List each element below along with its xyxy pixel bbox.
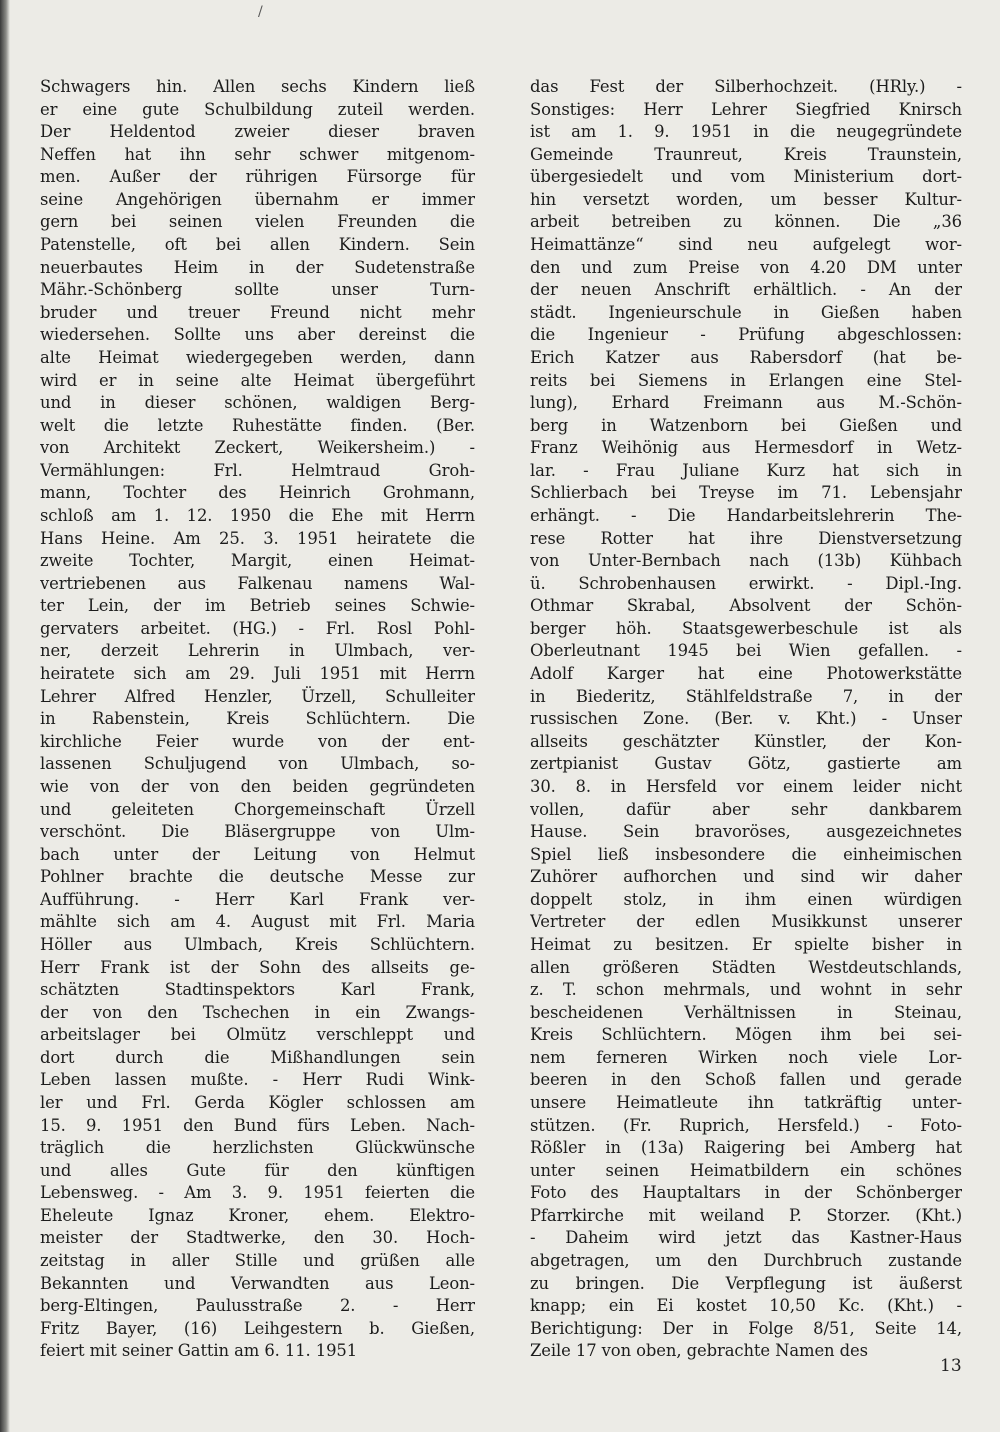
text-line: in Rabenstein, Kreis Schlüchtern. Die	[40, 709, 475, 729]
text-line: kirchliche Feier wurde von der ent-	[40, 731, 475, 751]
text-line: unter seinen Heimatbildern ein schönes	[530, 1160, 962, 1180]
text-line: meister der Stadtwerke, den 30. Hoch-	[40, 1228, 475, 1248]
text-line: Neffen hat ihn sehr schwer mitgenom-	[40, 144, 475, 164]
text-line: Gemeinde Traunreut, Kreis Traunstein,	[530, 144, 962, 164]
text-line: bruder und treuer Freund nicht mehr	[40, 302, 475, 322]
text-line: Sonstiges: Herr Lehrer Siegfried Knirsch	[530, 99, 962, 119]
text-line: mann, Tochter des Heinrich Grohmann,	[40, 483, 475, 503]
text-line: städt. Ingenieurschule in Gießen haben	[530, 302, 962, 322]
text-line: von Architekt Zeckert, Weikersheim.) -	[40, 438, 475, 458]
text-line: schloß am 1. 12. 1950 die Ehe mit Herrn	[40, 505, 475, 525]
text-line: men. Außer der rührigen Fürsorge für	[40, 167, 475, 187]
text-line: Kreis Schlüchtern. Mögen ihm bei sei-	[530, 1025, 962, 1045]
text-line: übergesiedelt und vom Ministerium dort-	[530, 167, 962, 187]
text-line: Hans Heine. Am 25. 3. 1951 heiratete die	[40, 528, 475, 548]
text-line: Heimattänze“ sind neu aufgelegt wor-	[530, 235, 962, 255]
text-line: arbeitslager bei Olmütz verschleppt und	[40, 1025, 475, 1045]
text-line: berg-Eltingen, Paulusstraße 2. - Herr	[40, 1296, 475, 1316]
text-line: nem ferneren Wirken noch viele Lor-	[530, 1047, 962, 1067]
text-line: von Unter-Bernbach nach (13b) Kühbach	[530, 551, 962, 571]
text-line: den und zum Preise von 4.20 DM unter	[530, 257, 962, 277]
text-line: wiedersehen. Sollte uns aber dereinst die	[40, 325, 475, 345]
right-text-column	[530, 76, 962, 1363]
text-line: zu bringen. Die Verpflegung ist äußerst	[530, 1273, 962, 1293]
text-line: Hause. Sein bravoröses, ausgezeichnetes	[530, 822, 962, 842]
text-line: wird er in seine alte Heimat übergeführt	[40, 370, 475, 390]
text-line: Bekannten und Verwandten aus Leon-	[40, 1273, 475, 1293]
text-line: Spiel ließ insbesondere die einheimischen	[530, 844, 962, 864]
text-line: gervaters arbeitet. (HG.) - Frl. Rosl Pohl-	[40, 618, 475, 638]
text-line: Pohlner brachte die deutsche Messe zur	[40, 867, 475, 887]
text-line: russischen Zone. (Ber. v. Kht.) - Unser	[530, 709, 962, 729]
text-line: doppelt stolz, in ihm einen würdigen	[530, 889, 962, 909]
text-line: Franz Weihönig aus Hermesdorf in Wetz-	[530, 438, 962, 458]
text-line: vertriebenen aus Falkenau namens Wal-	[40, 573, 475, 593]
text-line: in Biederitz, Stählfeldstraße 7, in der	[530, 686, 962, 706]
text-line: wie von der von den beiden gegründeten	[40, 776, 475, 796]
text-line: Oberleutnant 1945 bei Wien gefallen. -	[530, 641, 962, 661]
text-line: und in dieser schönen, waldigen Berg-	[40, 393, 475, 413]
text-line: z. T. schon mehrmals, und wohnt in sehr	[530, 980, 962, 1000]
text-line: ter Lein, der im Betrieb seines Schwie-	[40, 596, 475, 616]
text-line: allseits geschätzter Künstler, der Kon-	[530, 731, 962, 751]
text-line: zertpianist Gustav Götz, gastierte am	[530, 754, 962, 774]
text-line: feiert mit seiner Gattin am 6. 11. 1951	[40, 1341, 358, 1361]
text-line: Patenstelle, oft bei allen Kindern. Sein	[40, 235, 475, 255]
text-line: rese Rotter hat ihre Dienstversetzung	[530, 528, 962, 548]
text-line: Leben lassen mußte. - Herr Rudi Wink-	[40, 1070, 475, 1090]
text-line: die Ingenieur - Prüfung abgeschlossen:	[530, 325, 962, 345]
text-line: bescheidenen Verhältnissen in Steinau,	[530, 1002, 962, 1022]
text-line: arbeit betreiben zu können. Die „36	[530, 212, 962, 232]
text-line: Lebensweg. - Am 3. 9. 1951 feierten die	[40, 1183, 475, 1203]
page-number: 13	[940, 1356, 962, 1376]
text-line: zeitstag in aller Stille und grüßen alle	[40, 1251, 475, 1271]
text-line: ist am 1. 9. 1951 in die neugegründete	[530, 122, 962, 142]
text-line: Mähr.-Schönberg sollte unser Turn-	[40, 280, 475, 300]
text-line: - Daheim wird jetzt das Kastner-Haus	[530, 1228, 962, 1248]
text-line: stützen. (Fr. Ruprich, Hersfeld.) - Foto-	[530, 1115, 962, 1135]
text-line: welt die letzte Ruhestätte finden. (Ber.	[40, 415, 475, 435]
print-speck: /	[258, 4, 263, 20]
text-line: reits bei Siemens in Erlangen eine Stel-	[530, 370, 962, 390]
text-line: allen größeren Städten Westdeutschlands,	[530, 957, 962, 977]
text-line: Vertreter der edlen Musikkunst unserer	[530, 912, 962, 932]
text-line: der neuen Anschrift erhältlich. - An der	[530, 280, 962, 300]
text-line: der von den Tschechen in ein Zwangs-	[40, 1002, 475, 1022]
text-line: Rößler in (13a) Raigering bei Amberg hat	[530, 1138, 962, 1158]
text-line: abgetragen, um den Durchbruch zustande	[530, 1251, 962, 1271]
text-line: neuerbautes Heim in der Sudetenstraße	[40, 257, 475, 277]
text-line: ler und Frl. Gerda Kögler schlossen am	[40, 1093, 475, 1113]
text-line: Berichtigung: Der in Folge 8/51, Seite 14,	[530, 1318, 962, 1338]
text-line: ner, derzeit Lehrerin in Ulmbach, ver-	[40, 641, 475, 661]
text-line: Vermählungen: Frl. Helmtraud Groh-	[40, 460, 475, 480]
text-line: alte Heimat wiedergegeben werden, dann	[40, 347, 475, 367]
text-line: Zuhörer aufhorchen und sind wir daher	[530, 867, 962, 887]
text-line: verschönt. Die Bläsergruppe von Ulm-	[40, 822, 475, 842]
text-line: Erich Katzer aus Rabersdorf (hat be-	[530, 347, 962, 367]
text-line: Höller aus Ulmbach, Kreis Schlüchtern.	[40, 934, 475, 954]
text-line: Schlierbach bei Treyse im 71. Lebensjahr	[530, 483, 962, 503]
page-binding-edge	[0, 0, 10, 1432]
text-line: Zeile 17 von oben, gebrachte Namen des	[530, 1341, 868, 1361]
text-line: hin versetzt worden, um besser Kultur-	[530, 189, 962, 209]
text-line: das Fest der Silberhochzeit. (HRly.) -	[530, 77, 962, 96]
left-text-column	[40, 76, 475, 1363]
text-line: unsere Heimatleute ihn tatkräftig unter-	[530, 1093, 962, 1113]
text-line: 30. 8. in Hersfeld vor einem leider nicht	[530, 776, 962, 796]
text-line: knapp; ein Ei kostet 10,50 Kc. (Kht.) -	[530, 1296, 962, 1316]
text-line: heiratete sich am 29. Juli 1951 mit Herrn	[40, 664, 475, 684]
text-line: mählte sich am 4. August mit Frl. Maria	[40, 912, 475, 932]
text-line: erhängt. - Die Handarbeitslehrerin The-	[530, 505, 962, 525]
text-line: dort durch die Mißhandlungen sein	[40, 1047, 475, 1067]
text-line: Adolf Karger hat eine Photowerkstätte	[530, 664, 962, 684]
text-line: zweite Tochter, Margit, einen Heimat-	[40, 551, 475, 571]
text-line: lar. - Frau Juliane Kurz hat sich in	[530, 460, 962, 480]
text-line: Othmar Skrabal, Absolvent der Schön-	[530, 596, 962, 616]
text-line: ü. Schrobenhausen erwirkt. - Dipl.-Ing.	[530, 573, 962, 593]
text-line: lung), Erhard Freimann aus M.-Schön-	[530, 393, 962, 413]
text-line: Schwagers hin. Allen sechs Kindern ließ	[40, 77, 475, 96]
text-line: und geleiteten Chorgemeinschaft Ürzell	[40, 799, 475, 819]
text-line: berg in Watzenborn bei Gießen und	[530, 415, 962, 435]
text-line: Herr Frank ist der Sohn des allseits ge-	[40, 957, 475, 977]
text-line: träglich die herzlichsten Glückwünsche	[40, 1138, 475, 1158]
text-line: Lehrer Alfred Henzler, Ürzell, Schulleiter	[40, 686, 475, 706]
text-line: vollen, dafür aber sehr dankbarem	[530, 799, 962, 819]
text-line: lassenen Schuljugend von Ulmbach, so-	[40, 754, 475, 774]
text-line: Heimat zu besitzen. Er spielte bisher in	[530, 934, 962, 954]
text-line: gern bei seinen vielen Freunden die	[40, 212, 475, 232]
text-line: schätzten Stadtinspektors Karl Frank,	[40, 980, 475, 1000]
text-line: Foto des Hauptaltars in der Schönberger	[530, 1183, 962, 1203]
text-line: seine Angehörigen übernahm er immer	[40, 189, 475, 209]
text-line: beeren in den Schoß fallen und gerade	[530, 1070, 962, 1090]
text-line: Fritz Bayer, (16) Leihgestern b. Gießen,	[40, 1318, 475, 1338]
text-line: bach unter der Leitung von Helmut	[40, 844, 475, 864]
text-line: und alles Gute für den künftigen	[40, 1160, 475, 1180]
text-line: Der Heldentod zweier dieser braven	[40, 122, 475, 142]
text-line: berger höh. Staatsgewerbeschule ist als	[530, 618, 962, 638]
text-line: Eheleute Ignaz Kroner, ehem. Elektro-	[40, 1205, 475, 1225]
text-line: Pfarrkirche mit weiland P. Storzer. (Kht.)	[530, 1205, 962, 1225]
text-line: Aufführung. - Herr Karl Frank ver-	[40, 889, 475, 909]
text-line: er eine gute Schulbildung zuteil werden.	[40, 99, 475, 119]
text-line: 15. 9. 1951 den Bund fürs Leben. Nach-	[40, 1115, 475, 1135]
